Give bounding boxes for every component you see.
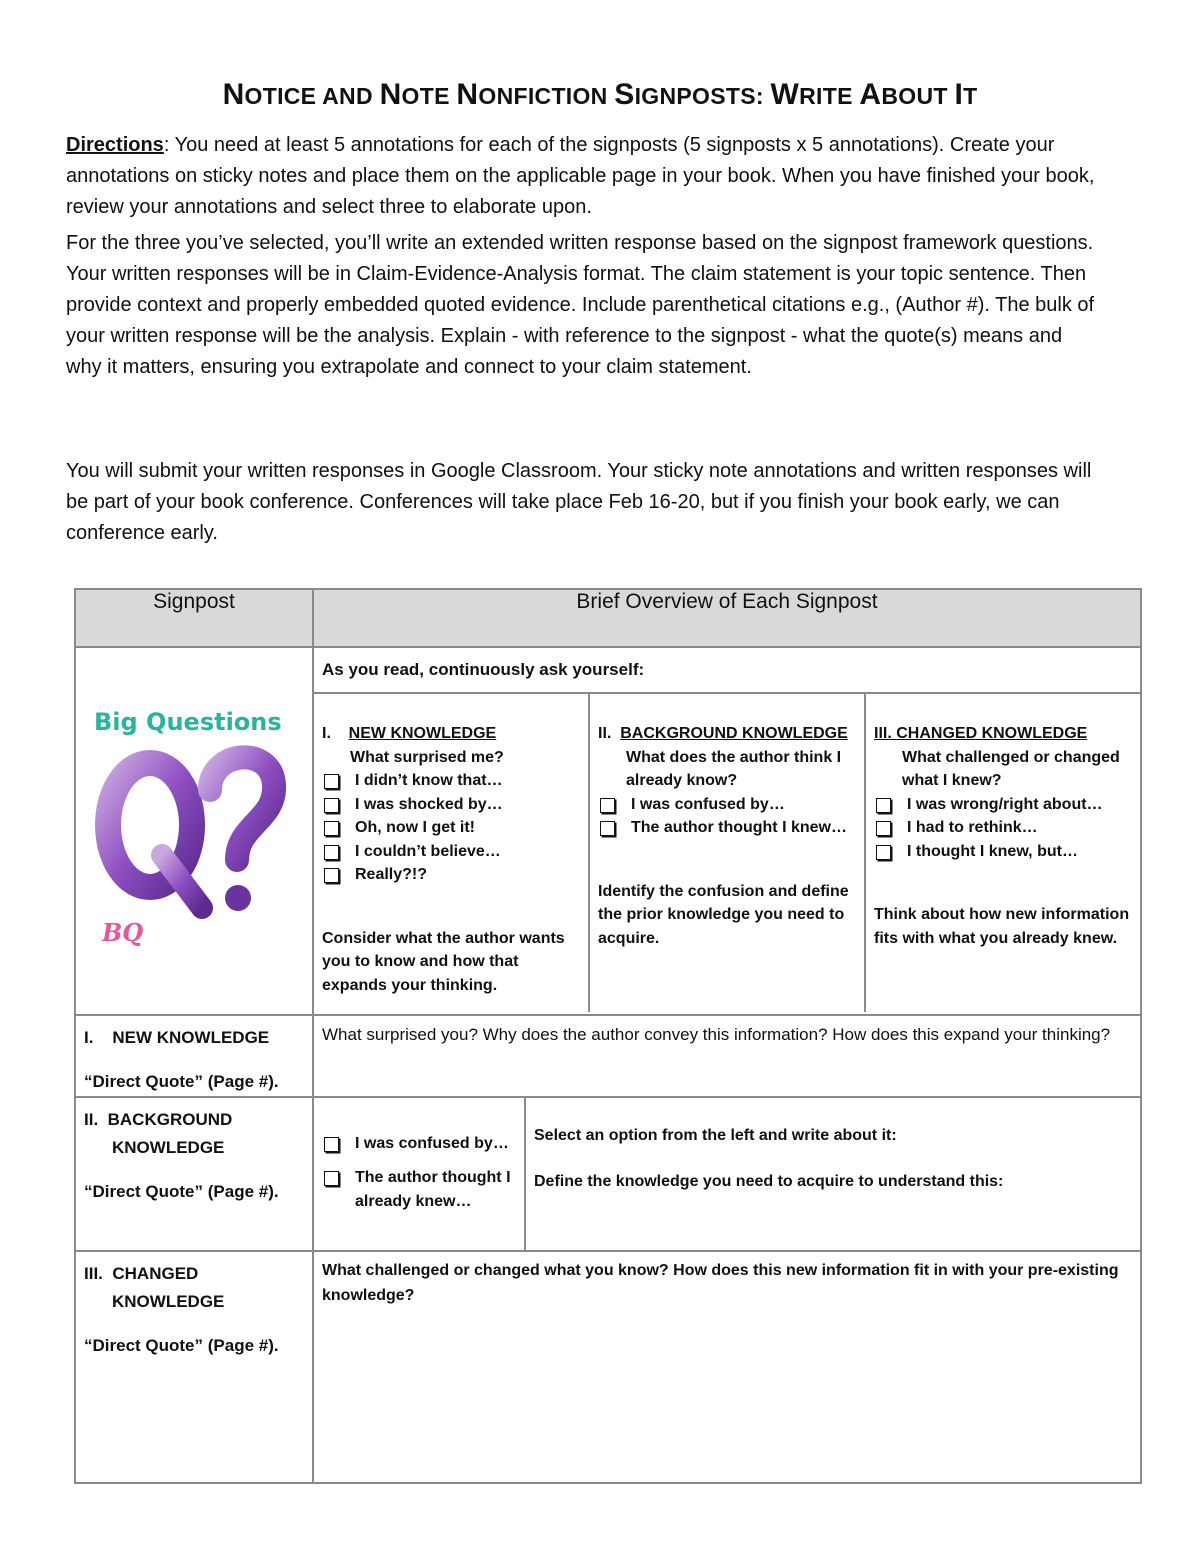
checkbox-icon xyxy=(324,868,339,883)
changed-knowledge-prompt: What challenged or changed what you know? How does this new information fit in with your pre-existing knowledge? xyxy=(313,1251,1141,1483)
checkbox-icon xyxy=(324,821,339,836)
new-knowledge-overview: I. NEW KNOWLEDGE What surprised me? I didn’t know that… I was shocked by… Oh, now I get it! I couldn’t believe… Really?!? Consider what the author wants you to know and how that expands your thinking. xyxy=(314,694,588,1012)
checklist-item: Really?!? xyxy=(322,863,582,887)
directions-paragraph-1: Directions: You need at least 5 annotations for each of the signposts (5 signposts x 5 annotations). Create your annotations on sticky notes and place them on the applicable page in your book. When you have finished your book, review your annotations and select three to elaborate upon. xyxy=(66,134,1095,218)
directions-paragraph-2: For the three you’ve selected, you’ll write an extended written response based on the signpost framework questions. Your written responses will be in Claim-Evidence-Analysis format. The claim statement is your topic sentence. Then provide context and properly embedded quoted evidence. Include parenthetical citations e.g., (Author #). The bulk of your written response will be the analysis. Explain - with reference to the signpost - what the quote(s) means and why it matters, ensuring you extrapolate and connect to your claim statement. xyxy=(66,232,1095,378)
checkbox-icon xyxy=(324,774,339,789)
ask-yourself-heading: As you read, continuously ask yourself: xyxy=(314,648,1140,694)
row-label-background-knowledge: II. BACKGROUND KNOWLEDGE “Direct Quote” (Page #). xyxy=(75,1097,313,1251)
checkbox-icon xyxy=(324,1137,339,1152)
checklist-item: I had to rethink… xyxy=(874,816,1134,840)
directions-paragraph-3: You will submit your written responses in Google Classroom. Your sticky note annotations and written responses will be part of your book conference. Conferences will take place Feb 16-20, but if you finish your book early, we can conference early. xyxy=(66,460,1092,544)
background-knowledge-response xyxy=(313,1097,1141,1251)
row-label-new-knowledge: I. NEW KNOWLEDGE “Direct Quote” (Page #). xyxy=(75,1015,313,1097)
checkbox-icon xyxy=(876,798,891,813)
signpost-column-header: Signpost xyxy=(75,589,313,647)
checkbox-icon xyxy=(324,1171,339,1186)
big-questions-logo-cell xyxy=(75,647,313,1015)
checklist-item: I thought I knew, but… xyxy=(874,840,1134,864)
checkbox-icon xyxy=(876,821,891,836)
checklist-item: The author thought I knew… xyxy=(598,816,858,840)
q-question-mark-icon xyxy=(92,730,292,920)
changed-knowledge-overview: III. CHANGED KNOWLEDGE What challenged or changed what I knew? I was wrong/right about… I had to rethink… I thought I knew, but… Think about how new information fits with what you already knew. xyxy=(864,694,1140,1012)
overview-cell xyxy=(313,647,1141,1015)
signpost-table xyxy=(74,588,1142,1484)
checkbox-icon xyxy=(324,798,339,813)
checklist-item: I couldn’t believe… xyxy=(322,840,582,864)
checkbox-icon xyxy=(600,821,615,836)
checkbox-icon xyxy=(324,845,339,860)
new-knowledge-prompt: What surprised you? Why does the author convey this information? How does this expand your thinking? xyxy=(313,1015,1141,1097)
background-knowledge-overview: II. BACKGROUND KNOWLEDGE What does the author think I already know? I was confused by… The author thought I knew… Identify the confusion and define the prior knowledge you need to acquire. xyxy=(588,694,864,1012)
page-title: NOTICE AND NOTE NONFICTION SIGNPOSTS: WRITE ABOUT IT xyxy=(222,78,978,111)
directions-label: Directions xyxy=(66,134,164,156)
big-questions-logo: Big Questions BQ xyxy=(92,708,292,958)
row-label-changed-knowledge: III. CHANGED KNOWLEDGE “Direct Quote” (Page #). xyxy=(75,1251,313,1483)
checklist-item: Oh, now I get it! xyxy=(322,816,582,840)
checklist-item: I was confused by… xyxy=(598,793,858,817)
background-options xyxy=(314,1098,526,1250)
overview-column-header: Brief Overview of Each Signpost xyxy=(313,589,1141,647)
option-item: The author thought I already knew… xyxy=(322,1166,518,1214)
checklist-item: I didn’t know that… xyxy=(322,769,582,793)
checkbox-icon xyxy=(600,798,615,813)
checklist-item: I was shocked by… xyxy=(322,793,582,817)
background-prompts: Select an option from the left and write about it: Define the knowledge you need to acquire to understand this: xyxy=(534,1127,1004,1190)
option-item: I was confused by… xyxy=(322,1132,518,1156)
checklist-item: I was wrong/right about… xyxy=(874,793,1134,817)
checkbox-icon xyxy=(876,845,891,860)
